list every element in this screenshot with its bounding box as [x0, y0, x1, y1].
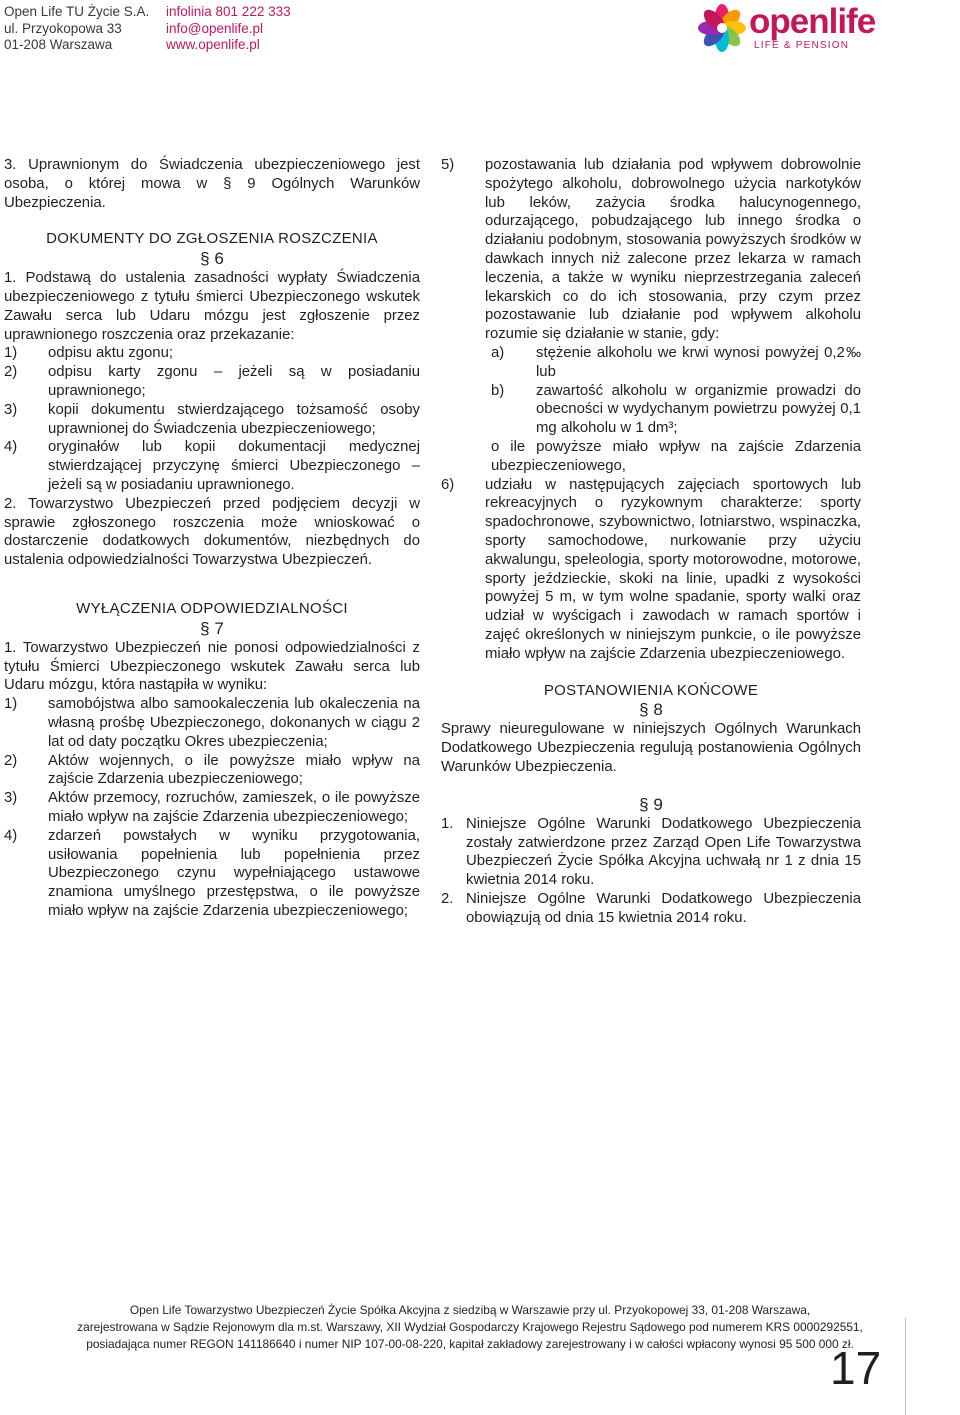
clause-8: Sprawy nieuregulowane w niniejszych Ogólnych Warunkach Dodatkowego Ubezpieczenia regulują postanowienia Ogólnych Warunków Ubezpieczenia.: [441, 721, 861, 775]
list-item: 4) zdarzeń powstałych w wyniku przygotowania, usiłowania popełnienia lub popełnienia przez Ubezpieczonego czynu wypełniającego ustawowe znamiona umyślnego przestępstwa, o ile powyższe miało wpływ na zajście Zdarzenia ubezpieczeniowego;: [4, 827, 420, 919]
page-number: 17: [830, 1342, 882, 1394]
list-item: 4) oryginałów lub kopii dokumentacji medycznej stwierdzającej przyczynę śmierci Ubezpieczonego – jeżeli są w posiadaniu uprawnionego.: [4, 439, 420, 493]
list-item: 2. Niniejsze Ogólne Warunki Dodatkowego Ubezpieczenia obowiązują od dnia 15 kwietnia 2014 roku.: [441, 890, 861, 926]
sub-list-item: b) zawartość alkoholu w organizmie prowadzi do obecności w wydychanym powietrzu powyżej 0,1 mg alkoholu w 1 dm³;: [491, 382, 861, 437]
clause-6-1: 1. Podstawą do ustalenia zasadności wypłaty Świadczenia ubezpieczeniowego z tytułu śmierci Ubezpieczonego wskutek Zawału serca lub Udaru mózgu jest zgłoszenie przez uprawnionego roszczenia oraz przekazanie:: [4, 270, 420, 343]
clause-7-1: 1. Towarzystwo Ubezpieczeń nie ponosi odpowiedzialności z tytułu Śmierci Ubezpieczonego wskutek Zawału serca lub Udaru mózgu, która nastąpiła w wyniku:: [4, 639, 420, 694]
list-item: 6) udziału w następujących zajęciach sportowych lub rekreacyjnych o ryzykownym charakterze: sporty spadochronowe, szybownictwo, lotniarstwo, wspinaczka, sporty samochodowe, nurkowanie przy użyciu akwalungu, speleologia, sporty motorowodne, motorowe, sporty jeździeckie, skoki na linie, upadki z wysokości powyżej 5 m, w tym wolne spadanie, sporty walki oraz udział w wyścigach i zawodach w ramach sportów i zajęć określonych w niniejszym punkcie, o ile powyższe miało wpływ na zajście Zdarzenia ubezpieczeniowego.: [441, 476, 861, 662]
list-item: 1) samobójstwa albo samookaleczenia lub okaleczenia na własną prośbę Ubezpieczonego, dokonanych w ciągu 2 lat od daty początku Okres ubezpieczenia;: [4, 696, 420, 750]
company-street: ul. Przyokopowa 33: [4, 20, 122, 36]
flower-icon: [696, 2, 748, 54]
header-company: [4, 4, 149, 54]
section-heading-final: POSTANOWIENIA KOŃCOWE: [543, 681, 759, 699]
clause-6-2: 2. Towarzystwo Ubezpieczeń przed podjęciem decyzji w sprawie zgłoszonego roszczenia może wnioskować o dostarczenie dodatkowych dokumentów, niezbędnych do ustalenia odpowiedzialności Towarzystwa Ubezpieczeń.: [4, 495, 420, 569]
list-item: 3) Aktów przemocy, rozruchów, zamieszek, o ile powyższe miało wpływ na zajście Zdarzenia ubezpieczeniowego;: [4, 790, 420, 825]
footer-legal: [60, 1302, 880, 1353]
list-item: 2) Aktów wojennych, o ile powyższe miało wpływ na zajście Zdarzenia ubezpieczeniowego;: [4, 752, 420, 788]
sub-list-item: a) stężenie alkoholu we krwi wynosi powyżej 0,2‰ lub: [491, 344, 861, 380]
list-item: 1. Niniejsze Ogólne Warunki Dodatkowego Ubezpieczenia zostały zatwierdzone przez Zarząd Open Life Towarzystwa Ubezpieczeń Życie Spółka Akcyjna uchwałą nr 1 z dnia 15 kwietnia 2014 roku.: [441, 815, 861, 889]
paragraph-9: § 9: [639, 794, 663, 814]
paragraph-8: § 8: [639, 700, 663, 720]
paragraph-7: § 7: [200, 618, 224, 638]
section-heading-exclusions: WYŁĄCZENIA ODPOWIEDZIALNOŚCI: [76, 599, 348, 617]
logo-wordmark: openlife: [749, 2, 876, 41]
clause-3: 3. Uprawnionym do Świadczenia ubezpieczeniowego jest osoba, o której mowa w § 9 Ogólnych Warunków Ubezpieczenia.: [4, 157, 420, 211]
clause-5-tail: o ile powyższe miało wpływ na zajście Zdarzenia ubezpieczeniowego,: [491, 438, 861, 474]
footer-line: zarejestrowana w Sądzie Rejonowym dla m.st. Warszawy, XII Wydział Gospodarczy Krajowego Rejestru Sądowego pod numerem KRS 0000292551,: [77, 1320, 863, 1334]
company-city: 01-208 Warszawa: [4, 37, 113, 52]
list-item: 1) odpisu aktu zgonu;: [4, 345, 174, 362]
website-link[interactable]: www.openlife.pl: [166, 37, 260, 52]
header-contact: [166, 4, 291, 54]
footer-line: Open Life Towarzystwo Ubezpieczeń Życie Spółka Akcyjna z siedzibą w Warszawie przy ul. Przyokopowej 33, 01-208 Warszawa,: [129, 1303, 811, 1317]
list-item: 2) odpisu karty zgonu – jeżeli są w posiadaniu uprawnionego;: [4, 364, 420, 399]
right-column: [441, 156, 861, 927]
company-name: Open Life TU Życie S.A.: [4, 4, 150, 19]
section-heading-documents: DOKUMENTY DO ZGŁOSZENIA ROSZCZENIA: [46, 230, 378, 248]
logo-tagline: LIFE & PENSION: [754, 40, 850, 51]
openlife-logo: [696, 0, 886, 58]
paragraph-6: § 6: [200, 249, 224, 269]
footer-line: posiadająca numer REGON 141186640 i numer NIP 107-00-08-220, kapitał zakładowy zarejestrowany i w całości wpłacony wynosi 95 500 000 zł.: [86, 1337, 854, 1351]
footer-divider: [905, 1318, 906, 1415]
list-item: 3) kopii dokumentu stwierdzającego tożsamość osoby uprawnionej do Świadczenia ubezpieczeniowego;: [4, 401, 420, 437]
hotline: infolinia 801 222 333: [166, 4, 291, 19]
list-item: 5) pozostawania lub działania pod wpływem dobrowolnie spożytego alkoholu, dobrowolnego użycia narkotyków lub leków, zażycia środka halucynogennego, odurzającego, pobudzającego lub innego środka o działaniu podobnym, stosowania powyższych środków w dawkach innych niż zalecone przez lekarza w ramach leczenia, a także w wyniku nieprzestrzegania zaleceń lekarskich co do ich stosowania, przy czym przez pozostawanie lub działanie pod wpływem alkoholu rozumie się działanie w stanie, gdy:: [441, 157, 861, 343]
email-link[interactable]: info@openlife.pl: [166, 20, 264, 36]
left-column: [4, 156, 420, 921]
